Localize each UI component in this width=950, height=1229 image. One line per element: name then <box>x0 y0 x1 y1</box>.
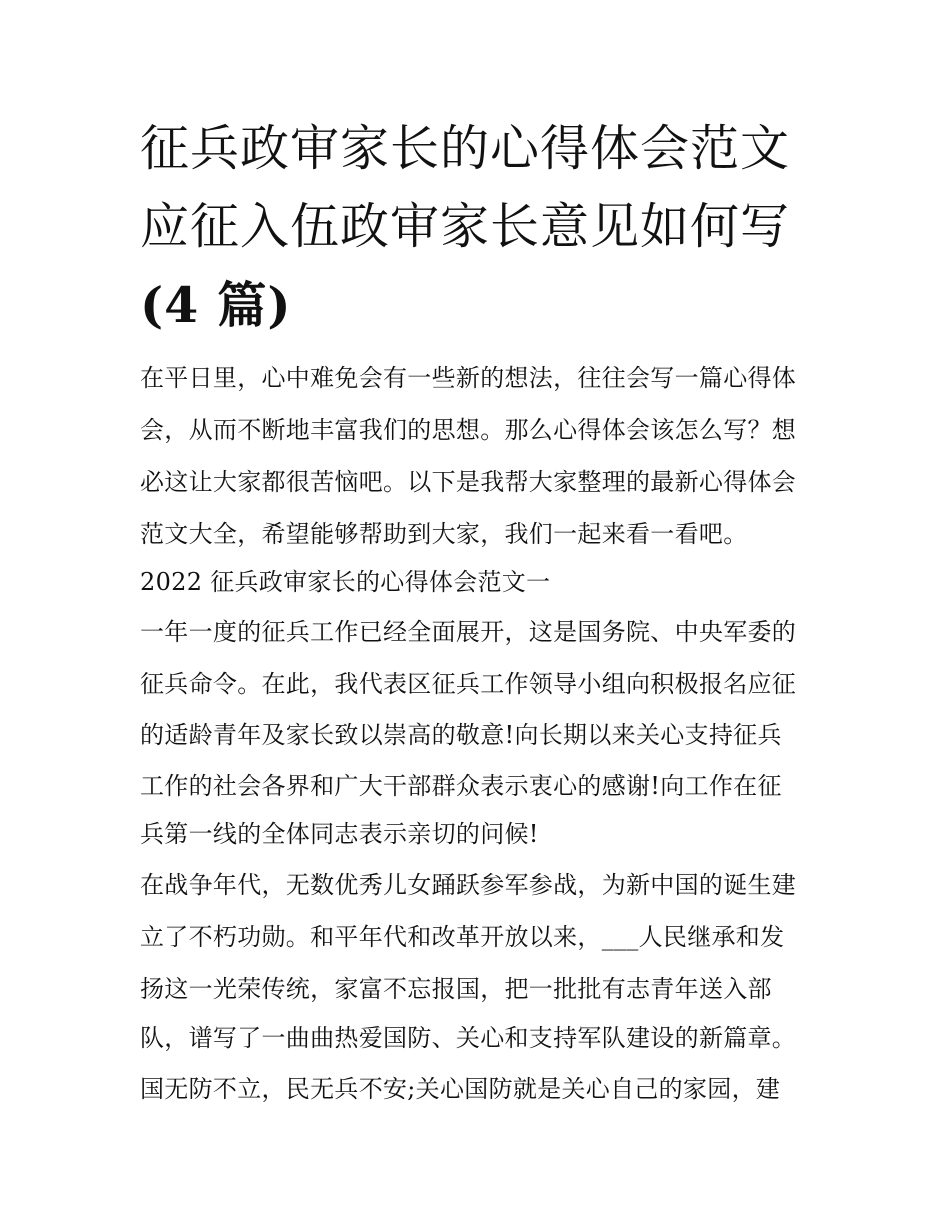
paragraph-1-line-4: 工作的社会各界和广大干部群众表示衷心的感谢!向工作在征 <box>140 772 782 800</box>
section-heading: 2022 征兵政审家长的心得体会范文一 <box>140 568 551 596</box>
intro-line-3: 必这让大家都很苦恼吧。以下是我帮大家整理的最新心得体会 <box>140 468 797 496</box>
paragraph-1-line-1: 一年一度的征兵工作已经全面展开，这是国务院、中央军委的 <box>140 618 797 646</box>
intro-line-1: 在平日里，心中难免会有一些新的想法，往往会写一篇心得体 <box>140 364 797 392</box>
paragraph-2-line-1: 在战争年代，无数优秀儿女踊跃参军参战，为新中国的诞生建 <box>140 871 797 899</box>
paragraph-2-line-5: 国无防不立，民无兵不安;关心国防就是关心自己的家园，建 <box>140 1075 781 1103</box>
intro-line-4: 范文大全，希望能够帮助到大家，我们一起来看一看吧。 <box>140 520 748 548</box>
paragraph-2-line-3: 扬这一光荣传统，家富不忘报国，把一批批有志青年送入部 <box>140 975 772 1003</box>
document-title <box>140 110 840 344</box>
title-line-1: 征兵政审家长的心得体会范文 <box>140 120 791 177</box>
title-line-2: 应征入伍政审家长意见如何写 <box>140 198 791 255</box>
paragraph-1-line-5: 兵第一线的全体同志表示亲切的问候! <box>140 820 539 848</box>
title-line-3: (4 篇) <box>140 276 292 334</box>
intro-line-2: 会，从而不断地丰富我们的思想。那么心得体会该怎么写？想 <box>140 416 797 444</box>
paragraph-2-line-2: 立了不朽功勋。和平年代和改革开放以来，___人民继承和发 <box>140 923 785 951</box>
paragraph-1-line-2: 征兵命令。在此，我代表区征兵工作领导小组向积极报名应征 <box>140 670 797 698</box>
paragraph-2-line-4: 队，谱写了一曲曲热爱国防、关心和支持军队建设的新篇章。 <box>140 1024 797 1052</box>
paragraph-1-line-3: 的适龄青年及家长致以崇高的敬意!向长期以来关心支持征兵 <box>140 721 782 749</box>
